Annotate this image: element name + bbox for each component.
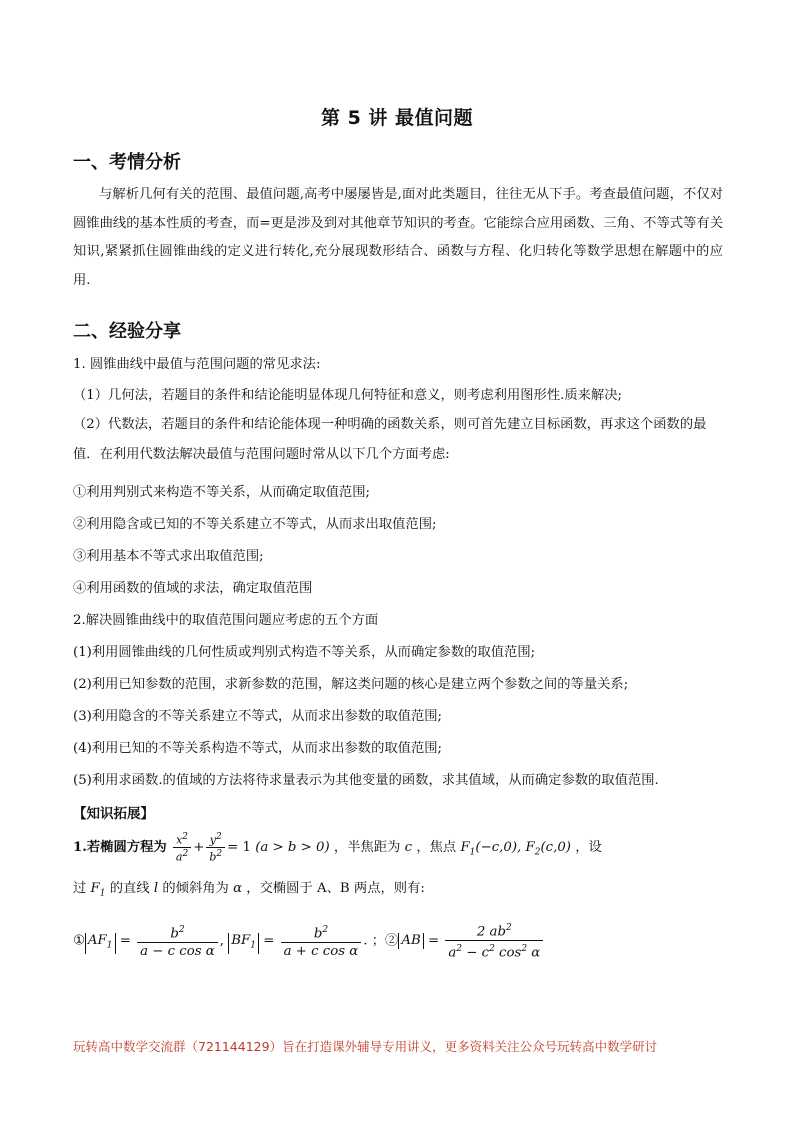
item1-title: 1. 圆锥曲线中最值与范围问题的常见求法: <box>73 357 321 372</box>
x2-over-a2-fraction: $\frac{x^2}{a^2}$ <box>173 831 191 863</box>
aspect-4: (4)利用已知的不等关系构造不等式，从而求出参数的取值范围; <box>73 741 443 756</box>
line-end-text: ，交椭圆于 A、B 两点，则有: <box>246 881 425 896</box>
semi-focal-text: ，半焦距为 <box>333 840 401 855</box>
ellipse-statement: 1.若椭圆方程为 $\frac{x^2}{a^2}$ + $\frac{y^2}{b^2}$ = 1 (a > b > 0) ，半焦距为 c ，焦点 $F_1(-c,0)$, $F_2(c,0)$ ，设 <box>73 832 602 864</box>
knowledge-extension-label: 【知识拓展】 <box>73 806 154 822</box>
circ-item-1: ①利用判别式来构造不等关系，从而确定取值范围; <box>73 485 371 500</box>
ab-fraction: $\frac{2 ab^2}{a^2 - c^2 \cos^2 \alpha}$ <box>445 920 543 962</box>
circ-item-2: ②利用隐含或已知的不等关系建立不等式，从而求出取值范围; <box>73 517 437 532</box>
item2-title: 2.解决圆锥曲线中的取值范围问题应考虑的五个方面 <box>73 613 379 628</box>
circ-item-3: ③利用基本不等式求出取值范围; <box>73 549 264 564</box>
line-text-2: 的倾斜角为 <box>162 881 229 896</box>
formula-marker-1: ① <box>73 933 85 949</box>
page-title: 第 5 讲 最值问题 <box>320 107 474 129</box>
aspect-2: (2)利用已知参数的范围，求新参数的范围，解这类问题的核心是建立两个参数之间的等量关系; <box>73 677 629 692</box>
y2-over-b2-fraction: $\frac{y^2}{b^2}$ <box>206 831 225 863</box>
ellipse-prefix: 1.若椭圆方程为 <box>73 840 167 855</box>
semi-focal-symbol: c <box>404 840 413 855</box>
section-heading-experience: 二、经验分享 <box>73 321 181 342</box>
footer-promo: 玩转高中数学交流群（721144129）旨在打造课外辅导专用讲义，更多资料关注公众号玩转高中数学研讨 <box>73 1039 658 1054</box>
bf1-abs: $BF_1$ <box>228 933 259 954</box>
ellipse-end-text: ，设 <box>575 840 602 855</box>
line-prefix: 过 <box>73 881 87 896</box>
bf1-fraction: $\frac{b^2}{\text{a + c cos α}}$ <box>281 922 362 960</box>
af1-abs: $AF_1$ <box>85 933 116 954</box>
ellipse-condition: (a > b > 0) <box>255 840 330 855</box>
af1-fraction: $\frac{b^2}{\text{a − c cos α}}$ <box>137 922 218 960</box>
focus-f1-symbol: $F_1$ <box>90 881 106 899</box>
line-l-symbol: l <box>153 881 159 896</box>
method-algebraic: （2）代数法，若题目的条件和结论能体现一种明确的函数关系，则可首先建立目标函数，再求这个函数的最值．在利用代数法解决最值与范围问题时常从以下几个方面考虑: <box>73 417 707 462</box>
analysis-paragraph: 与解析几何有关的范围、最值问题,高考中屡屡皆是,面对此类题目，往往无从下手。考查最值问题，不仅对圆锥曲线的基本性质的考查，而=更是涉及到对其他章节知识的考查。它能综合应用函数、三角、不等式等有关知识,紧紧抓住圆锥曲线的定义进行转化,充分展现数形结合、函数与方程、化归转化等数学思想在解题中的应用. <box>73 187 723 288</box>
alpha-symbol: α <box>233 881 243 896</box>
formula-separator: ；② <box>371 933 399 949</box>
section-heading-analysis: 一、考情分析 <box>73 152 181 173</box>
foci-formula: $F_1(-c,0)$, $F_2(c,0)$ <box>460 840 571 858</box>
aspect-3: (3)利用隐含的不等关系建立不等式，从而求出参数的取值范围; <box>73 709 443 724</box>
method-geometric: （1）几何法，若题目的条件和结论能明显体现几何特征和意义，则考虑利用图形性.质来解决; <box>73 388 623 403</box>
focal-chord-formulas: ① $AF_1$ = $\frac{b^2}{\text{a − c cos α}}$ , $BF_1$ = $\frac{b^2}{\text{a + c cos α}}$ . ；② AB = $\frac{2 ab^2}{a^2 - c^2 \cos^2 \alpha}$ <box>73 920 723 962</box>
aspect-5: (5)利用求函数.的值域的方法将待求量表示为其他变量的函数，求其值域，从而确定参数的取值范围. <box>73 773 659 788</box>
ab-abs: AB <box>398 933 423 949</box>
line-through-focus <box>73 879 723 904</box>
foci-text: ，焦点 <box>416 840 457 855</box>
circ-item-4: ④利用函数的值域的求法，确定取值范围 <box>73 581 313 596</box>
aspect-1: (1)利用圆锥曲线的几何性质或判别式构造不等关系，从而确定参数的取值范围; <box>73 645 536 660</box>
line-text-1: 的直线 <box>109 881 150 896</box>
